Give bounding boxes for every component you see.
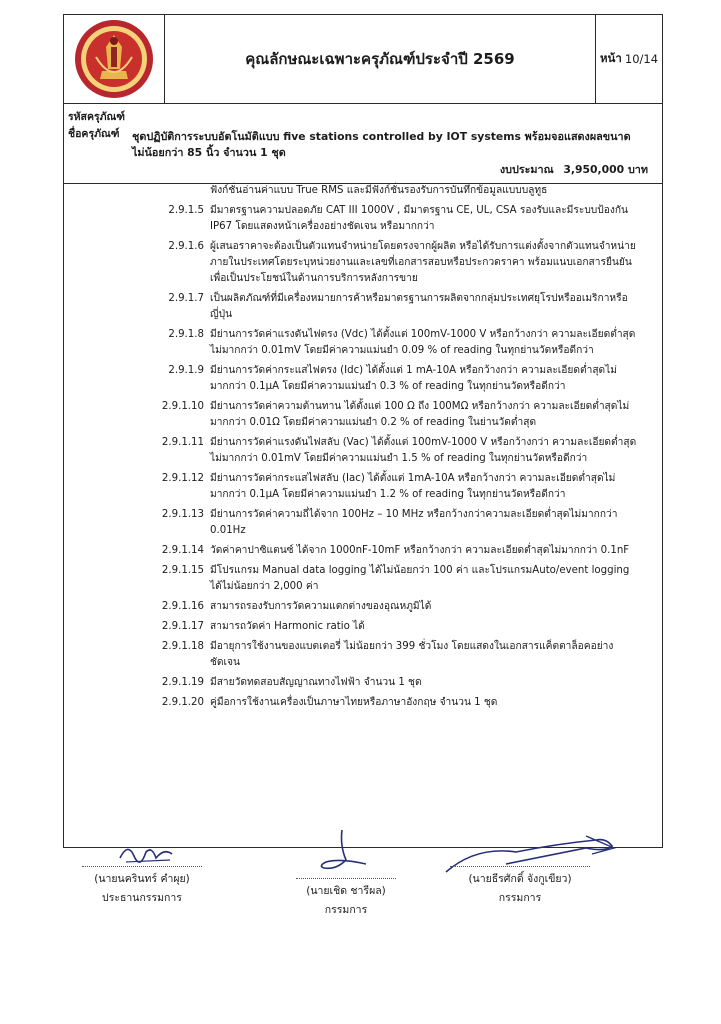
spec-text: ผู้เสนอราคาจะต้องเป็นตัวแทนจำหน่ายโดยตรงจากผู้ผลิต หรือได้รับการแต่งตั้งจากตัวแทนจำหน่าย (210, 241, 636, 252)
spec-item-continuation (64, 379, 656, 395)
spec-item (64, 363, 656, 379)
signer-role: กรรมการ (324, 904, 368, 916)
spec-text: มีสายวัดทดสอบสัญญาณทางไฟฟ้า จำนวน 1 ชุด (210, 677, 422, 688)
signature-block-1 (72, 866, 212, 908)
spec-number: 2.9.1.16 (161, 601, 204, 612)
spec-item (64, 695, 656, 711)
budget-label: งบประมาณ (499, 163, 554, 176)
signature-line (296, 878, 396, 879)
page-value: 10/14 (624, 52, 659, 66)
spec-text: ไม่มากกว่า 0.01mV โดยมีค่าความแม่นยำ 0.09 % of reading ในทุกย่านวัดหรือดีกว่า (210, 345, 594, 356)
spec-text: ฟังก์ชั่นอ่านค่าแบบ True RMS และมีฟังก์ชั่นรองรับการบันทึกข้อมูลแบบบลูทูธ (210, 185, 548, 196)
spec-text: มากกว่า 0.1μA โดยมีค่าความแม่นยำ 1.2 % of reading ในทุกย่านวัดหรือดีกว่า (210, 489, 566, 500)
spec-item-continuation (64, 307, 656, 323)
spec-number: 2.9.1.19 (161, 677, 204, 688)
spec-item (64, 599, 656, 615)
document-title: คุณลักษณะเฉพาะครุภัณฑ์ประจำปี 2569 (245, 50, 515, 68)
spec-item (64, 563, 656, 579)
spec-number: 2.9.1.11 (161, 437, 204, 448)
spec-item-continuation (64, 271, 656, 287)
spec-number: 2.9.1.5 (168, 205, 204, 216)
signer-name: (นายเชิด ชารีผล) (306, 885, 386, 897)
spec-item (64, 435, 656, 451)
spec-item-continuation (64, 655, 656, 671)
spec-text: มากกว่า 0.01Ω โดยมีค่าความแม่นยำ 0.2 % of reading ในย่านวัดต่ำสุด (210, 417, 537, 428)
spec-item-continuation (64, 523, 656, 539)
spec-text: มีย่านการวัดค่าความถี่ได้จาก 100Hz – 10 MHz หรือกว้างกว่าความละเอียดต่ำสุดไม่มากกว่า (210, 509, 618, 520)
spec-text: มีโปรแกรม Manual data logging ได้ไม่น้อยกว่า 100 ค่า และโปรแกรมAuto/event logging (210, 565, 630, 576)
spec-item-continuation (64, 343, 656, 359)
spec-text: คู่มือการใช้งานเครื่องเป็นภาษาไทยหรือภาษาอังกฤษ จำนวน 1 ชุด (210, 697, 498, 708)
spec-item (64, 291, 656, 307)
signature-2-icon (306, 826, 386, 878)
signer-role: กรรมการ (498, 892, 542, 904)
spec-text: มีย่านการวัดค่าความต้านทาน ได้ตั้งแต่ 100 Ω ถึง 100MΩ หรือกว้างกว่า ความละเอียดต่ำสุดไม่ (210, 401, 630, 412)
spec-item (64, 327, 656, 343)
signature-line (450, 866, 590, 867)
spec-text: มีมาตรฐานความปลอดภัย CAT III 1000V , มีมาตรฐาน CE, UL, CSA รองรับและมีระบบป้องกัน (210, 205, 628, 216)
spec-text: สามารถวัดค่า Harmonic ratio ได้ (210, 621, 365, 632)
spec-text: มีย่านการวัดค่ากระแสไฟสลับ (Iac) ได้ตั้งแต่ 1mA-10A หรือกว้างกว่า ความละเอียดต่ำสุดไม่ (210, 473, 616, 484)
signature-1-icon (112, 836, 182, 870)
budget (500, 161, 648, 178)
spec-item (64, 203, 656, 219)
spec-item-continuation (64, 415, 656, 431)
spec-text: มากกว่า 0.1μA โดยมีค่าความแม่นยำ 0.3 % of reading ในทุกย่านวัดหรือดีกว่า (210, 381, 566, 392)
logo-cell (64, 15, 165, 103)
spec-text: ชัดเจน (210, 657, 240, 668)
spec-item-continuation (64, 451, 656, 467)
spec-item-continuation (64, 219, 656, 235)
spec-text: สามารถรองรับการวัดความแตกต่างของอุณหภูมิได้ (210, 601, 432, 612)
spec-text: ได้ไม่น้อยกว่า 2,000 ค่า (210, 581, 319, 592)
budget-value: 3,950,000 บาท (563, 163, 648, 176)
spec-number: 2.9.1.13 (161, 509, 204, 520)
spec-item (64, 507, 656, 523)
spec-number: 2.9.1.6 (168, 241, 204, 252)
signer-role: ประธานกรรมการ (102, 892, 182, 904)
spec-item-continuation (64, 579, 656, 595)
spec-item (64, 619, 656, 635)
spec-text: IP67 โดยแสดงหน้าเครื่องอย่างชัดเจน หรือมากกว่า (210, 221, 435, 232)
code-label: รหัสครุภัณฑ์ (68, 111, 126, 123)
spec-number: 2.9.1.7 (168, 293, 204, 304)
spec-document-table (63, 14, 663, 848)
spec-item (64, 675, 656, 691)
spec-number: 2.9.1.18 (161, 641, 204, 652)
item-info-row (64, 103, 662, 184)
item-name (132, 129, 656, 161)
spec-item-continuation (64, 487, 656, 503)
spec-text: 0.01Hz (210, 525, 246, 536)
item-name-line2: ไม่น้อยกว่า 85 นิ้ว จำนวน 1 ชุด (132, 146, 286, 159)
spec-text: ภายในประเทศโดยระบุหน่วยงานและเลขที่เอกสารสอบหรือประกวดราคา พร้อมแนบเอกสารยืนยัน (210, 257, 632, 268)
name-label: ชื่อครุภัณฑ์ (68, 128, 120, 140)
spec-number: 2.9.1.20 (161, 697, 204, 708)
spec-text: ไม่มากกว่า 0.01mV โดยมีค่าความแม่นยำ 1.5 % of reading ในทุกย่านวัดหรือดีกว่า (210, 453, 588, 464)
spec-text: มีย่านการวัดค่าแรงดันไฟตรง (Vdc) ได้ตั้งแต่ 100mV-1000 V หรือกว้างกว่า ความละเอียดต่ำสุด (210, 329, 636, 340)
signature-line (82, 866, 202, 867)
spec-text: มีย่านการวัดค่ากระแสไฟตรง (Idc) ได้ตั้งแต่ 1 mA-10A หรือกว้างกว่า ความละเอียดต่ำสุดไม่ (210, 365, 617, 376)
signer-name: (นายนครินทร์ คำผุย) (94, 873, 190, 885)
spec-text: วัดค่าคาปาซิแตนซ์ ได้จาก 1000nF-10mF หรือกว้างกว่า ความละเอียดต่ำสุดไม่มากกว่า 0.1nF (210, 545, 630, 556)
page-label: หน้า (599, 51, 622, 65)
signer-name: (นายธีรศักดิ์ จังกูเขียว) (468, 873, 572, 885)
spec-text: เพื่อเป็นประโยชน์ในด้านการบริการหลังการขาย (210, 273, 418, 284)
spec-item (64, 183, 656, 199)
spec-item (64, 399, 656, 415)
spec-number: 2.9.1.10 (161, 401, 204, 412)
signature-block-2 (286, 878, 406, 920)
spec-item (64, 543, 656, 559)
spec-number (64, 183, 210, 199)
spec-number: 2.9.1.9 (168, 365, 204, 376)
spec-text: เป็นผลิตภัณฑ์ที่มีเครื่องหมายการค้าหรือมาตรฐานการผลิตจากกลุ่มประเทศยุโรปหรืออเมริกาหรือ (210, 293, 628, 304)
spec-number: 2.9.1.14 (161, 545, 204, 556)
signature-block-3 (440, 866, 600, 908)
spec-text: ญี่ปุ่น (210, 309, 233, 320)
spec-number: 2.9.1.15 (161, 565, 204, 576)
spec-item (64, 471, 656, 487)
spec-text: มีอายุการใช้งานของแบตเตอรี่ ไม่น้อยกว่า 399 ชั่วโมง โดยแสดงในเอกสารแค็ตตาล็อคอย่าง (210, 641, 614, 652)
page-indicator (595, 15, 662, 103)
spec-item (64, 639, 656, 655)
spec-number: 2.9.1.12 (161, 473, 204, 484)
spec-number: 2.9.1.17 (161, 621, 204, 632)
ovec-emblem-icon (68, 17, 160, 101)
header-row (64, 15, 662, 104)
spec-text: มีย่านการวัดค่าแรงดันไฟสลับ (Vac) ได้ตั้งแต่ 100mV-1000 V หรือกว้างกว่า ความละเอียดต่ำสุด (210, 437, 637, 448)
spec-item-continuation (64, 255, 656, 271)
spec-item (64, 239, 656, 255)
item-labels (68, 109, 125, 143)
spec-number: 2.9.1.8 (168, 329, 204, 340)
item-name-line1: ชุดปฏิบัติการระบบอัตโนมัติแบบ five stations controlled by IOT systems พร้อมจอแสดงผลขนาด (132, 130, 631, 143)
